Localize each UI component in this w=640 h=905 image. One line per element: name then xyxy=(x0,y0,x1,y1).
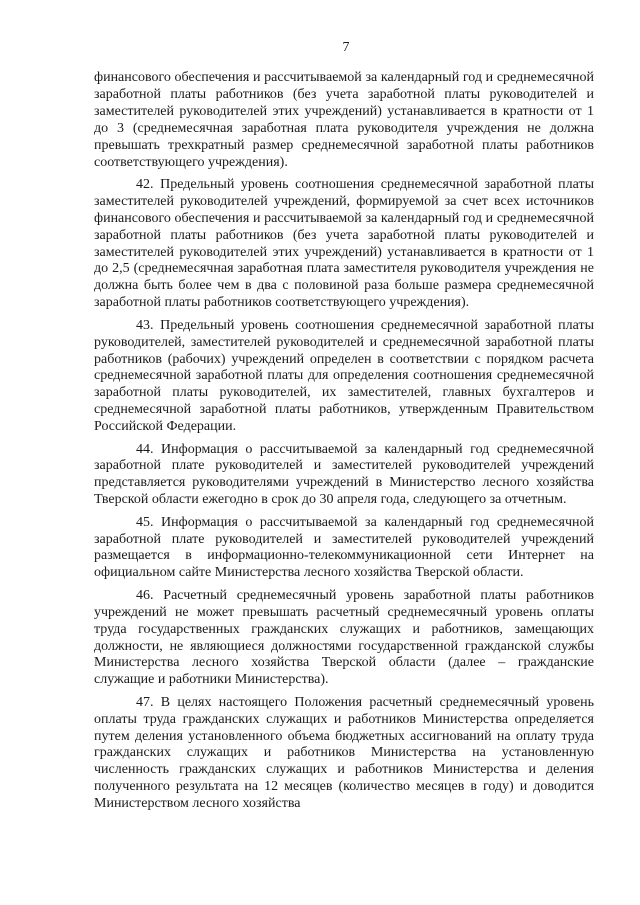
paragraph-44: 44. Информация о рассчитываемой за календарный год среднемесячной заработной плате руководителей и заместителей руководителей учреждений представляется руководителями учреждений в Министерство лесного хозяйства Тверской области ежегодно в срок до 30 апреля года, следующего за отчетным. xyxy=(94,441,594,508)
paragraph-43: 43. Предельный уровень соотношения среднемесячной заработной платы руководителей, заместителей руководителей и среднемесячной заработной платы работников (рабочих) учреждений определен в соответствии с порядком расчета среднемесячной заработной платы для определения соотношения среднемесячной заработной платы руководителей, их заместителей, главных бухгалтеров и среднемесячной заработной платы работников, утвержденным Правительством Российской Федерации. xyxy=(94,317,594,435)
paragraph-42: 42. Предельный уровень соотношения среднемесячной заработной платы заместителей руководителей учреждений, формируемой за счет всех источников финансового обеспечения и рассчитываемой за календарный год и среднемесячной заработной платы работников (без учета заработной платы руководителей и заместителей руководителей этих учреждений) устанавливается в кратности от 1 до 2,5 (среднемесячная заработная плата заместителя руководителя учреждения не должна быть более чем в два с половиной раза больше размера среднемесячной заработной платы работников соответствующего учреждения). xyxy=(94,176,594,311)
paragraph-continuation: финансового обеспечения и рассчитываемой за календарный год и среднемесячной заработной платы работников (без учета заработной платы руководителей и заместителей руководителей этих учреждений) устанавливается в кратности от 1 до 3 (среднемесячная заработная плата руководителя учреждения не должна превышать трехкратный размер среднемесячной заработной платы работников соответствующего учреждения). xyxy=(94,70,594,170)
document-page xyxy=(94,40,594,813)
paragraph-47: 47. В целях настоящего Положения расчетный среднемесячный уровень оплаты труда гражданских служащих и работников Министерства определяется путем деления установленного объема бюджетных ассигнований на оплату труда гражданских служащих и работников Министерства на установленную численность гражданских служащих и работников Министерства и деления полученного результата на 12 месяцев (количество месяцев в году) и доводится Министерством лесного хозяйства xyxy=(94,694,594,812)
paragraph-45: 45. Информация о рассчитываемой за календарный год среднемесячной заработной плате руководителей и заместителей руководителей учреждений размещается в информационно-телекоммуникационной сети Интернет на официальном сайте Министерства лесного хозяйства Тверской области. xyxy=(94,514,594,581)
page-number: 7 xyxy=(342,40,350,55)
paragraph-46: 46. Расчетный среднемесячный уровень заработной платы работников учреждений не может превышать расчетный среднемесячный уровень оплаты труда государственных гражданских служащих и работников, замещающих должности, не являющиеся должностями государственной гражданской службы Министерства лесного хозяйства Тверской области (далее – гражданские служащие и работники Министерства). xyxy=(94,587,594,688)
